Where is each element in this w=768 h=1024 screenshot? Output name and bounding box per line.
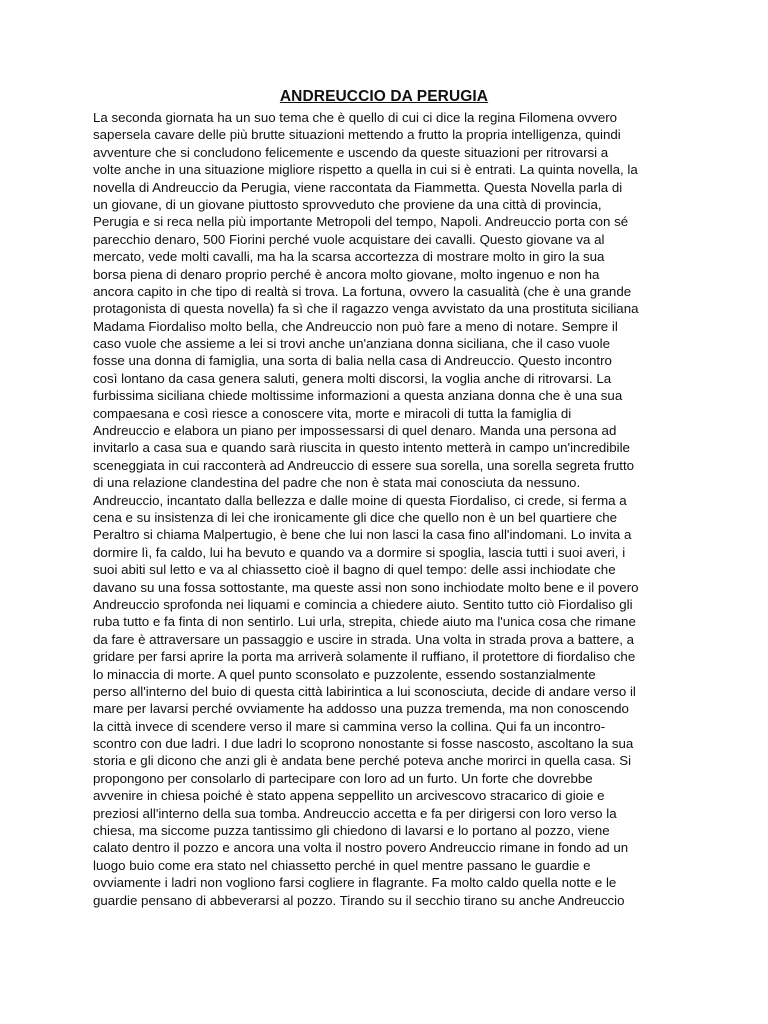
text-line: Peraltro si chiama Malpertugio, è bene che lui non lasci la casa fino all'indomani. Lo invita a [93, 527, 632, 543]
text-line: borsa piena di denaro proprio perché è ancora molto giovane, molto ingenuo e non ha [93, 266, 600, 282]
text-line: furbissima siciliana chiede moltissime informazioni a questa anziana donna che è una sua [93, 388, 623, 404]
text-line: Madama Fiordaliso molto bella, che Andreuccio non può fare a meno di notare. Sempre il [93, 318, 618, 334]
text-line: Perugia e si reca nella più importante Metropoli del tempo, Napoli. Andreuccio porta con sé [93, 214, 629, 230]
text-line: cena e su insistenza di lei che ironicamente gli dice che quello non è un bel quartiere che [93, 509, 618, 525]
text-line: ancora capito in che tipo di realtà si trova. La fortuna, ovvero la casualità (che è una grande [93, 283, 632, 299]
text-line: La seconda giornata ha un suo tema che è quello di cui ci dice la regina Filomena ovvero [93, 110, 618, 125]
text-line: dormire lì, fa caldo, lui ha bevuto e quando va a dormire si spoglia, lascia tutti i suoi averi, i [93, 544, 626, 560]
text-line: luogo buio come era stato nel chiassetto perché in quel mentre passano le guardie e [93, 857, 591, 873]
text-line: davano su una fossa sottostante, ma queste assi non sono inchiodate molto bene e il povero [93, 579, 639, 595]
text-line: avvenire in chiesa poiché è stato appena seppellito un arcivescovo stracarico di gioie e [93, 788, 605, 804]
text-line: compaesana e così riesce a conoscere vita, morte e miracoli di tutta la famiglia di [93, 405, 572, 421]
text-line: Andreuccio e elabora un piano per impossessarsi di quel denaro. Manda una persona ad [93, 423, 617, 439]
text-line: così lontano da casa genera saluti, genera molti discorsi, la voglia anche di ritrovarsi. La [93, 370, 612, 386]
text-line: novella di Andreuccio da Perugia, viene raccontata da Fiammetta. Questa Novella parla di [93, 179, 623, 195]
text-line: volte anche in una situazione migliore rispetto a quella in cui si è entrati. La quinta novella, la [93, 162, 638, 178]
text-line: mare per lavarsi perché ovviamente ha addosso una puzza tremenda, ma non conoscendo [93, 701, 629, 717]
document-title: ANDREUCCIO DA PERUGIA [279, 88, 489, 105]
text-line: suoi abiti sul letto e va al chiassetto cioè il bagno di quel tempo: delle assi inchiodate che [93, 562, 616, 578]
text-line: propongono per consolarlo di partecipare con loro ad un furto. Un forte che dovrebbe [93, 770, 593, 786]
text-line: parecchio denaro, 500 Fiorini perché vuole acquistare dei cavalli. Questo giovane va al [93, 231, 605, 247]
text-line: calato dentro il pozzo e ancora una volta il nostro povero Andreuccio rimane in fondo ad un [93, 840, 629, 856]
text-line: storia e gli dicono che anzi gli è andata bene perché poteva anche morirci in quella casa. Si [93, 753, 632, 769]
text-line: un giovane, di un giovane piuttosto sprovveduto che proviene da una città di provincia, [93, 196, 602, 212]
text-line: da fare è attraversare un passaggio e uscire in strada. Una volta in strada prova a battere, a [93, 631, 635, 647]
document-body [93, 109, 693, 909]
text-line: caso vuole che assieme a lei si trovi anche un'anziana donna siciliana, che il caso vuole [93, 336, 610, 352]
text-line: la città invece di scendere verso il mare si cammina verso la collina. Qui fa un incontro- [93, 718, 606, 734]
text-line: guardie pensano di abbeverarsi al pozzo. Tirando su il secchio tirano su anche Andreuccio [93, 892, 625, 908]
text-line: perso all'interno del buio di questa città labirintica a lui sconosciuta, decide di andare verso il [93, 683, 636, 699]
text-line: avventure che si concludono felicemente e uscendo da queste situazioni per ritrovarsi a [93, 144, 609, 160]
text-line: gridare per farsi aprire la porta ma arriverà solamente il ruffiano, il protettore di fiordaliso che [93, 649, 636, 665]
text-line: di una relazione clandestina del padre che non è stata mai conosciuta da nessuno. [93, 475, 581, 491]
text-line: scontro con due ladri. I due ladri lo scoprono nonostante si fosse nascosto, ascoltano la sua [93, 736, 634, 752]
text-line: protagonista di questa novella) fa sì che il ragazzo venga avvistato da una prostituta siciliana [93, 301, 639, 317]
text-line: Andreuccio, incantato dalla bellezza e dalle moine di questa Fiordaliso, ci crede, si ferma a [93, 492, 627, 508]
text-line: fosse una donna di famiglia, una sorta di balia nella casa di Andreuccio. Questo incontro [93, 353, 612, 369]
text-line: ovviamente i ladri non vogliono farsi cogliere in flagrante. Fa molto caldo quella notte e le [93, 875, 617, 891]
text-line: invitarlo a casa sua e quando sarà riuscita in questo intento metterà in campo un'incredibile [93, 440, 630, 456]
text-line: ruba tutto e fa finta di non sentirlo. Lui urla, strepita, chiede aiuto ma l'unica cosa che rimane [93, 614, 636, 630]
text-line: lo minaccia di morte. A quel punto sconsolato e puzzolente, essendo sostanzialmente [93, 666, 596, 682]
text-line: chiesa, ma siccome puzza tantissimo gli chiedono di lavarsi e lo portano al pozzo, viene [93, 823, 610, 839]
text-line: mercato, vede molti cavalli, ma ha la scarsa accortezza di mostrare molto in giro la sua [93, 249, 605, 265]
text-line: preziosi all'interno della sua tomba. Andreuccio accetta e fa per dirigersi con loro verso la [93, 805, 617, 821]
text-line: Andreuccio sprofonda nei liquami e comincia a chiedere aiuto. Sentito tutto ciò Fiordaliso gli [93, 596, 633, 612]
text-line: sapersela cavare delle più brutte situazioni mettendo a frutto la propria intelligenza, quindi [93, 127, 621, 143]
text-line: sceneggiata in cui racconterà ad Andreuccio di essere sua sorella, una sorella segreta frutto [93, 457, 635, 473]
